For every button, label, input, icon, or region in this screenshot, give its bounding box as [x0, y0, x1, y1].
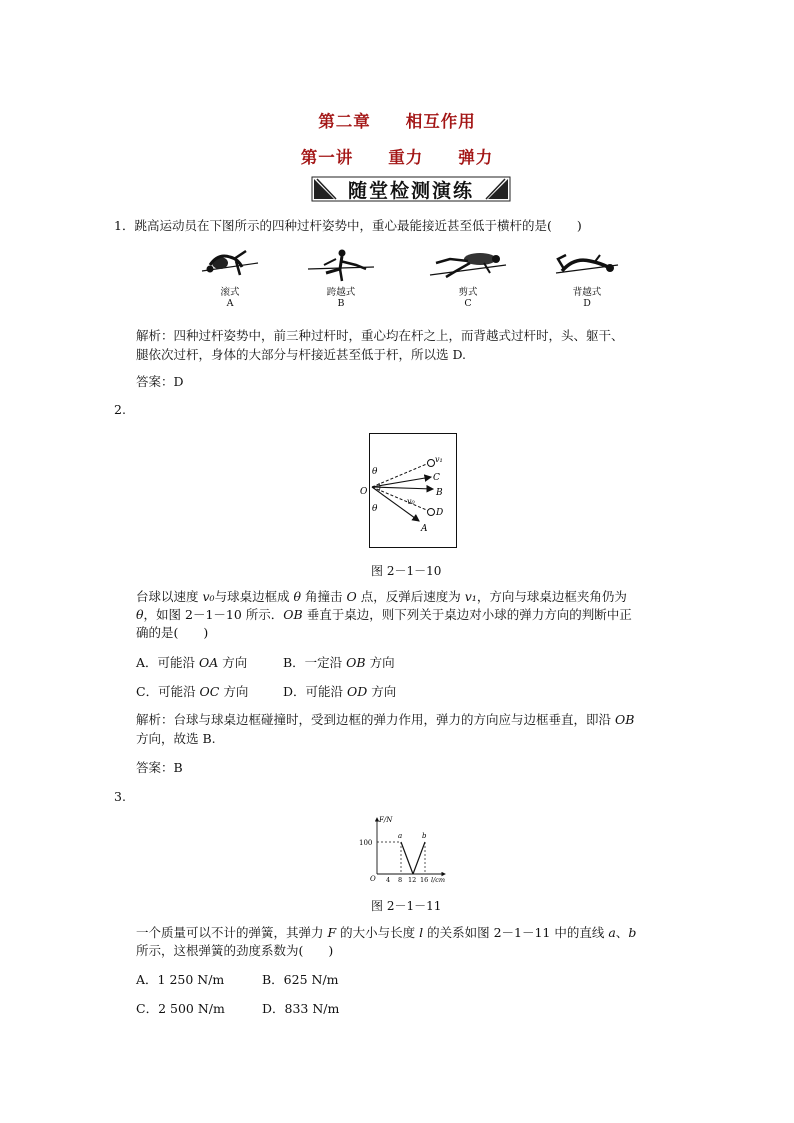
pose-b: [306, 247, 376, 309]
q3-option-c: C．2 500 N/m: [136, 1001, 225, 1016]
point-o-label: O: [360, 487, 368, 497]
q2-stem-text: 点，反弹后速度为: [356, 589, 465, 604]
q2-stem-line3: 确的是( ): [136, 625, 209, 640]
scissor-style-figure: [306, 247, 376, 283]
option-text: A．可能沿: [136, 655, 200, 670]
roll-style-figure: [200, 247, 260, 283]
q3-number: 3.: [114, 789, 126, 804]
graph-xtick-16: 16: [420, 876, 429, 884]
q2-option-d: [283, 684, 396, 700]
q3-option-a: A．1 250 N/m: [136, 972, 225, 987]
pose-c-letter: C: [464, 298, 472, 309]
q3-stem-var: F: [327, 925, 337, 940]
q1-stem: 1．跳高运动员在下图所示的四种过杆姿势中，重心最能接近甚至低于横杆的是( ): [114, 218, 582, 233]
point-d-label: D: [436, 508, 444, 518]
q2-analysis-line2: 方向，故选 B.: [136, 731, 216, 746]
pose-c-name: 剪式: [458, 287, 478, 298]
q3-stem-text: 的大小与长度: [336, 925, 420, 940]
q3-caption: 图 2－1－11: [371, 899, 442, 913]
point-a-label: A: [421, 524, 428, 534]
point-c-label: C: [433, 473, 440, 483]
q2-stem-var: θ: [136, 607, 144, 622]
pose-a: [200, 247, 260, 309]
theta-lower-label: θ: [372, 504, 378, 514]
q2-stem-text: ，方向与球桌边框夹角仍为: [476, 589, 627, 604]
q1-analysis-line1: 解析：四种过杆姿势中，前三种过杆时，重心均在杆之上，而背越式过杆时，头、躯干、: [136, 328, 624, 343]
option-text: D．可能沿: [283, 684, 347, 699]
q2-stem-var: O: [346, 589, 357, 604]
v1-label: v₁: [435, 455, 443, 464]
banner-title: 随堂检测演练: [347, 180, 474, 202]
pose-d-letter: D: [583, 298, 591, 309]
q2-stem-var: v₀: [202, 589, 215, 604]
option-var: OC: [199, 684, 220, 699]
v0-label: v₀: [407, 497, 415, 506]
q2-analysis-line1: [136, 712, 634, 728]
point-b-label: B: [436, 488, 443, 498]
option-var: OB: [346, 655, 366, 670]
pose-a-name: 滚式: [220, 287, 240, 298]
q2-stem-text: 垂直于桌边，则下列关于桌边对小球的弹力方向的判断中正: [302, 607, 632, 622]
graph-ylabel: F/N: [379, 816, 393, 824]
force-length-graph: [355, 814, 455, 886]
q2-option-c: [136, 684, 248, 700]
q3-option-b: B．625 N/m: [262, 972, 339, 987]
graph-xtick-12: 12: [408, 876, 417, 884]
q2-option-a: [136, 655, 247, 671]
q2-stem-line1: [136, 589, 627, 605]
q2-stem-text: 与球桌边框成: [214, 589, 294, 604]
pose-b-letter: B: [337, 298, 345, 309]
option-text: 方向: [218, 655, 248, 670]
option-var: OD: [347, 684, 368, 699]
q2-stem-line2: [136, 607, 632, 623]
q2-caption: 图 2－1－10: [371, 564, 442, 578]
option-text: 方向: [219, 684, 249, 699]
pose-a-letter: A: [226, 298, 234, 309]
analysis-var: OB: [614, 712, 635, 727]
lecture-title: 第一讲 重力 弹力: [300, 148, 494, 167]
option-var: OA: [199, 655, 219, 670]
graph-xtick-4: 4: [386, 876, 391, 884]
option-text: B．一定沿: [283, 655, 347, 670]
q1-answer: 答案：D: [136, 374, 184, 389]
theta-upper-label: θ: [372, 467, 378, 477]
q2-answer: 答案：B: [136, 760, 183, 775]
back-style-figure: [554, 247, 620, 283]
q2-stem-text: 角撞击: [301, 589, 347, 604]
section-banner: [312, 174, 510, 204]
pose-d-name: 背越式: [572, 287, 602, 298]
q2-stem-text: ，如图 2－1－10 所示．: [143, 607, 284, 622]
q2-stem-var: OB: [283, 607, 303, 622]
chapter-title: 第二章 相互作用: [318, 112, 476, 131]
q3-stem-text: 、: [615, 925, 629, 940]
pose-b-name: 跨越式: [326, 287, 356, 298]
analysis-text: 解析：台球与球桌边框碰撞时，受到边框的弹力作用，弹力的方向应与边框垂直，即沿: [136, 712, 615, 727]
billiard-diagram: [360, 433, 457, 548]
q1-analysis-line2: 腿依次过杆，身体的大部分与杆接近甚至低于杆，所以选 D.: [136, 347, 467, 362]
graph-xlabel: l/cm: [431, 876, 446, 884]
graph-xtick-8: 8: [398, 876, 403, 884]
q2-stem-text: 台球以速度: [136, 589, 203, 604]
straddle-style-figure: [428, 247, 508, 283]
pose-c: [428, 247, 508, 309]
option-text: C．可能沿: [136, 684, 200, 699]
q3-stem-line1: [136, 925, 636, 941]
q2-stem-var: θ: [293, 589, 302, 604]
line-a-label: a: [398, 832, 403, 840]
q2-option-b: [283, 655, 395, 671]
q3-stem-line2: 所示，这根弹簧的劲度系数为( ): [136, 943, 334, 958]
q3-stem-var: b: [628, 925, 637, 940]
q3-stem-var: l: [419, 925, 424, 940]
q3-stem-text: 一个质量可以不计的弹簧，其弹力: [136, 925, 328, 940]
q2-stem-var: v₁: [464, 589, 477, 604]
pose-d: [554, 247, 620, 309]
line-b-label: b: [422, 832, 427, 840]
option-text: 方向: [367, 684, 397, 699]
graph-ytick-100: 100: [359, 839, 373, 847]
q3-stem-var: a: [608, 925, 616, 940]
graph-origin: O: [370, 875, 376, 883]
q3-option-d: D．833 N/m: [262, 1001, 340, 1016]
option-text: 方向: [365, 655, 395, 670]
q2-figure: [360, 433, 457, 548]
q2-number: 2.: [114, 402, 126, 417]
q3-stem-text: 的关系如图 2－1－11 中的直线: [423, 925, 609, 940]
q3-graph: [355, 814, 455, 886]
